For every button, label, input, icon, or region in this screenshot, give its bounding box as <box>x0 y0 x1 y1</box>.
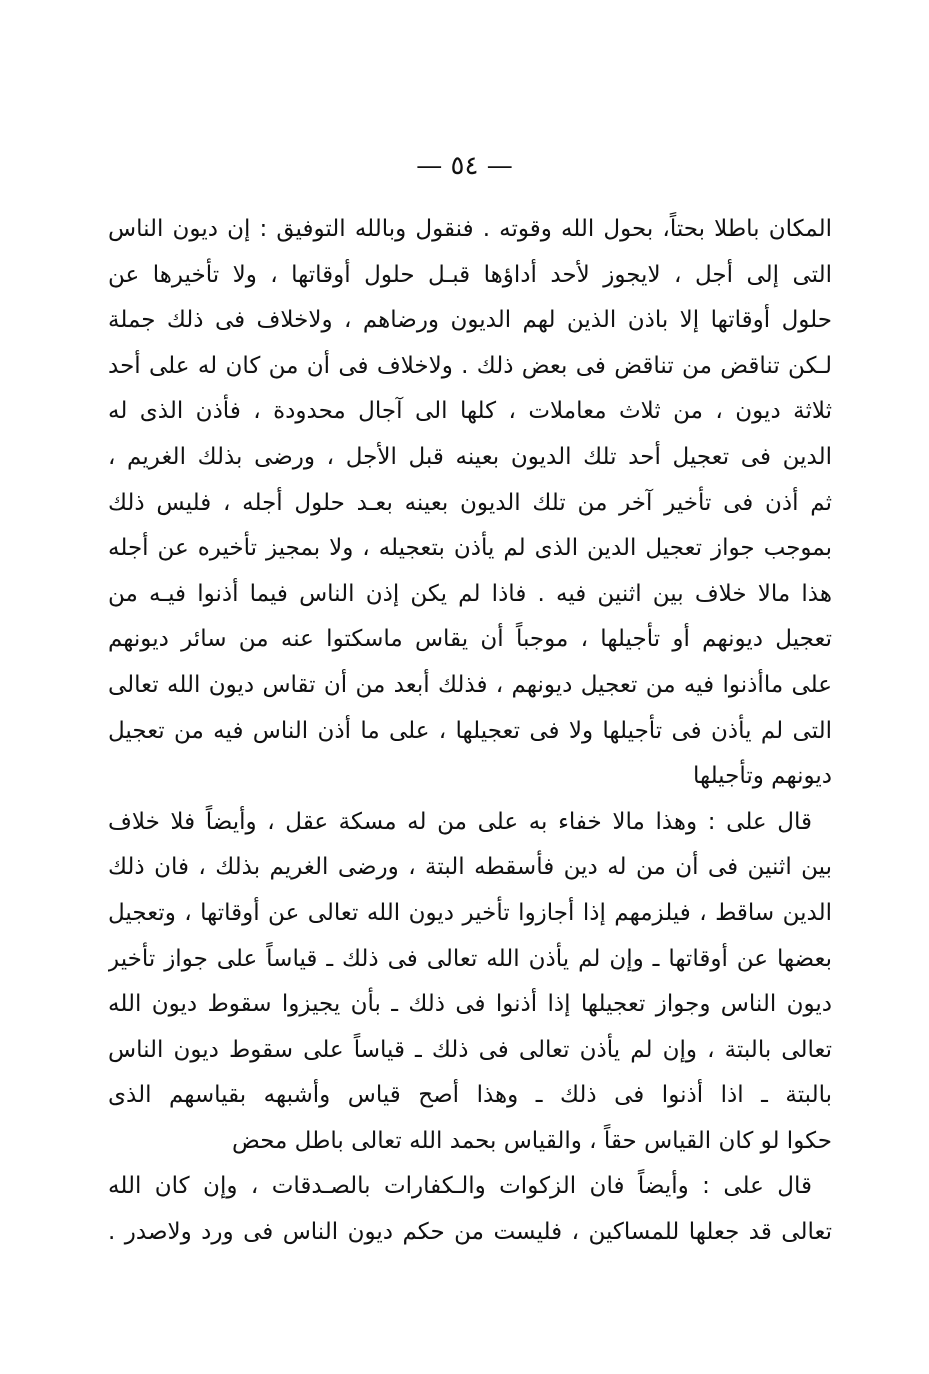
text-line: تعالى قد جعلها للمساكين ، فليست من حكم ديون الناس فى ورد ولاصدر . <box>108 1219 832 1246</box>
text-line: تعالى بالبتة ، وإن لم يأذن تعالى فى ذلك ـ قياساً على سقوط ديون الناس <box>108 1036 832 1063</box>
text-line: بعضها عن أوقاتها ـ وإن لم يأذن الله تعالى فى ذلك ـ قياساً على جواز تأخير <box>108 945 832 972</box>
text-line: على ماأذنوا فيه من تعجيل ديونهم ، فذلك أبعد من أن تقاس ديون الله تعالى <box>108 671 832 698</box>
text-line: بموجب جواز تعجيل الدين الذى لم يأذن بتعجيله ، ولا بمجيز تأخيره عن أجله <box>108 535 832 562</box>
text-line: ديونهم وتأجيلها <box>692 763 832 790</box>
text-line: ثم أذن فى تأخير آخر من تلك الديون بعينه بعـد حلول أجله ، فليس ذلك <box>108 489 832 516</box>
text-line: التى إلى أجل ، لايجوز لأحد أداؤها قبـل حلول أوقاتها ، ولا تأخيرها عن <box>108 261 832 288</box>
text-line: المكان باطلا بحتاً، بحول الله وقوته . فنقول وبالله التوفيق : إن ديون الناس <box>108 216 832 242</box>
text-line: لـكن تناقض من تناقض فى بعض ذلك . ولاخلاف فى أن من كان له على أحد <box>108 352 832 379</box>
text-line: قال على : وهذا مالا خفاء به على من له مسكة عقل ، وأيضاً فلا خلاف <box>108 808 812 835</box>
text-line: بين اثنين فى أن من له دين فأسقطه البتة ، ورضى الغريم بذلك ، فان ذلك <box>108 854 832 881</box>
body-text <box>108 207 832 1256</box>
text-line: التى لم يأذن فى تأجيلها ولا فى تعجيلها ، على ما أذن الناس فيه من تعجيل <box>108 717 832 744</box>
text-line: بالبتة ـ اذا أذنوا فى ذلك ـ وهذا أصح قياس وأشبهه بقياسهم الذى <box>108 1082 832 1109</box>
text-line: قال على : وأيضاً فان الزكوات والـكفارات بالصـدقات ، وإن كان الله <box>108 1173 812 1200</box>
text-line: تعجيل ديونهم أو تأجيلها ، موجباً أن يقاس ماسكتوا عنه من سائر ديونهم <box>108 626 832 653</box>
text-line: حلول أوقاتها إلا باذن الذين لهم الديون ورضاهم ، ولاخلاف فى ذلك جملة <box>108 307 832 334</box>
text-line: ديون الناس وجواز تعجيلها إذا أذنوا فى ذلك ـ بأن يجيزوا سقوط ديون الله <box>108 991 832 1018</box>
text-line: ثلاثة ديون ، من ثلاث معاملات ، كلها الى آجال محدودة ، فأذن الذى له <box>108 398 832 425</box>
page-number: — ٥٤ — <box>416 151 513 181</box>
text-line: الدين فى تعجيل أحد تلك الديون بعينه قبل الأجل ، ورضى بذلك الغريم ، <box>108 443 832 470</box>
text-line: هذا مالا خلاف بين اثنين فيه . فاذا لم يكن إذن الناس فيما أذنوا فيـه من <box>108 580 832 607</box>
text-line: حكوا لو كان القياس حقاً ، والقياس بحمد الله تعالى باطل محض <box>232 1127 832 1154</box>
text-line: الدين ساقط ، فيلزمهم إذا أجازوا تأخير ديون الله تعالى عن أوقاتها ، وتعجيل <box>108 899 832 926</box>
